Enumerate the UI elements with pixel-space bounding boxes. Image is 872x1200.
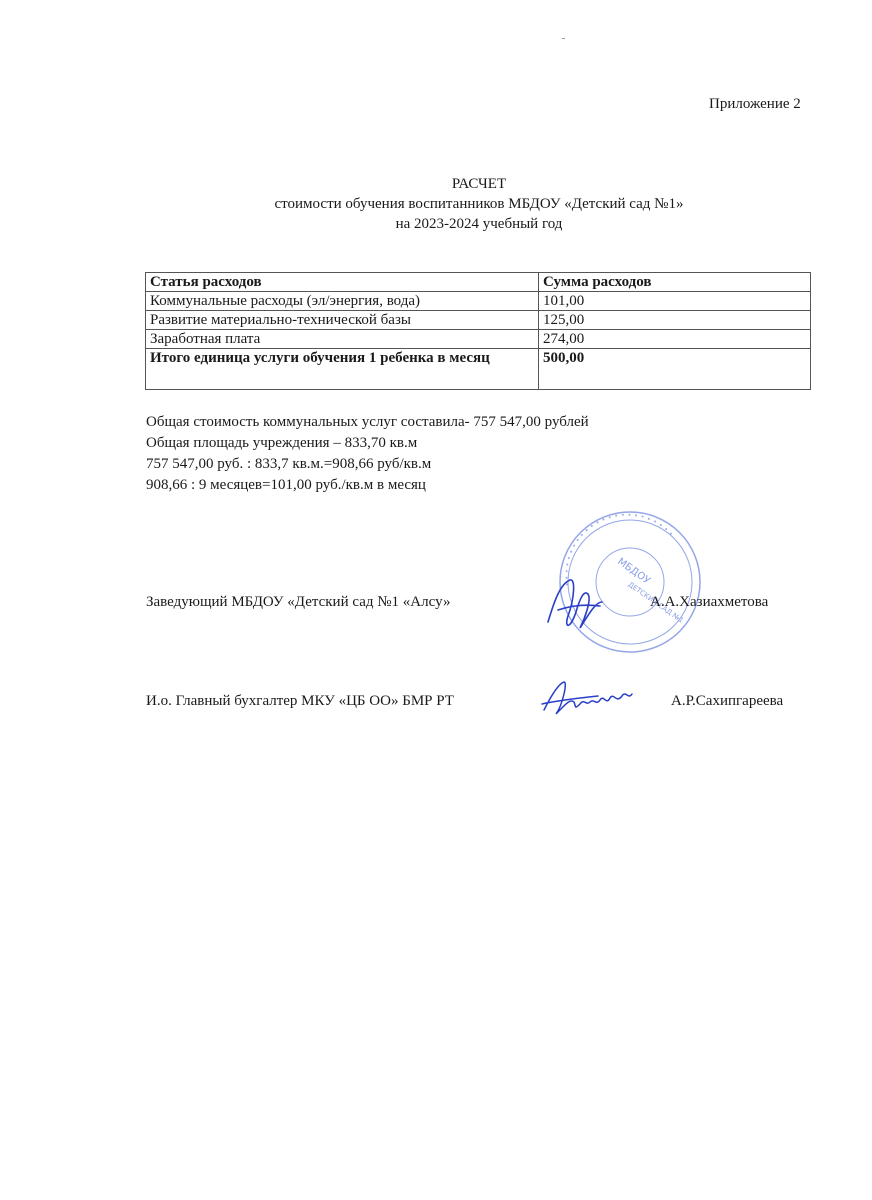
table-row: [146, 330, 811, 349]
total-amount: 500,00: [539, 349, 811, 390]
note-line: Общая стоимость коммунальных услуг составила- 757 547,00 рублей: [146, 414, 589, 430]
table-header-row: [146, 273, 811, 292]
accountant-name: А.Р.Сахипгареева: [671, 693, 784, 709]
row-amount: 125,00: [539, 311, 811, 330]
row-amount: 274,00: [539, 330, 811, 349]
accountant-position: И.о. Главный бухгалтер МКУ «ЦБ ОО» БМР РТ: [146, 693, 454, 709]
column-header-item: Статья расходов: [146, 273, 539, 292]
head-name: А.А.Хазиахметова: [650, 594, 769, 610]
row-amount: 101,00: [539, 292, 811, 311]
total-label: Итого единица услуги обучения 1 ребенка в месяц: [146, 349, 539, 390]
title-line-3: на 2023-2024 учебный год: [395, 216, 563, 232]
table-total-row: [146, 349, 811, 390]
head-position: Заведующий МБДОУ «Детский сад №1 «Алсу»: [146, 594, 451, 610]
note-line: Общая площадь учреждения – 833,70 кв.м: [146, 435, 418, 451]
accountant-signature: [540, 676, 650, 722]
document-title: [0, 174, 872, 234]
head-signature: [540, 572, 610, 644]
note-line: 908,66 : 9 месяцев=101,00 руб./кв.м в месяц: [146, 477, 426, 493]
appendix-label: Приложение 2: [709, 96, 801, 112]
row-item: Коммунальные расходы (эл/энергия, вода): [146, 292, 539, 311]
title-line-1: РАСЧЕТ: [451, 176, 507, 192]
column-header-amount: Сумма расходов: [539, 273, 811, 292]
svg-text:ДЕТСКИЙ САД №1: ДЕТСКИЙ САД №1: [626, 580, 685, 625]
svg-text:МБДОУ: МБДОУ: [615, 556, 653, 587]
title-line-2: стоимости обучения воспитанников МБДОУ «Детский сад №1»: [274, 196, 684, 212]
row-item: Развитие материально-технической базы: [146, 311, 539, 330]
calculation-notes: [146, 412, 589, 496]
row-item: Заработная плата: [146, 330, 539, 349]
table-row: [146, 292, 811, 311]
svg-text:• • • • • • • • • • • • • • •: • • • • • • • • • • • • • • • • • • • • • • • •: [562, 511, 675, 587]
note-line: 757 547,00 руб. : 833,7 кв.м.=908,66 руб/кв.м: [146, 456, 432, 472]
table-row: [146, 311, 811, 330]
scan-mark: [562, 38, 565, 39]
cost-table: [145, 272, 811, 390]
